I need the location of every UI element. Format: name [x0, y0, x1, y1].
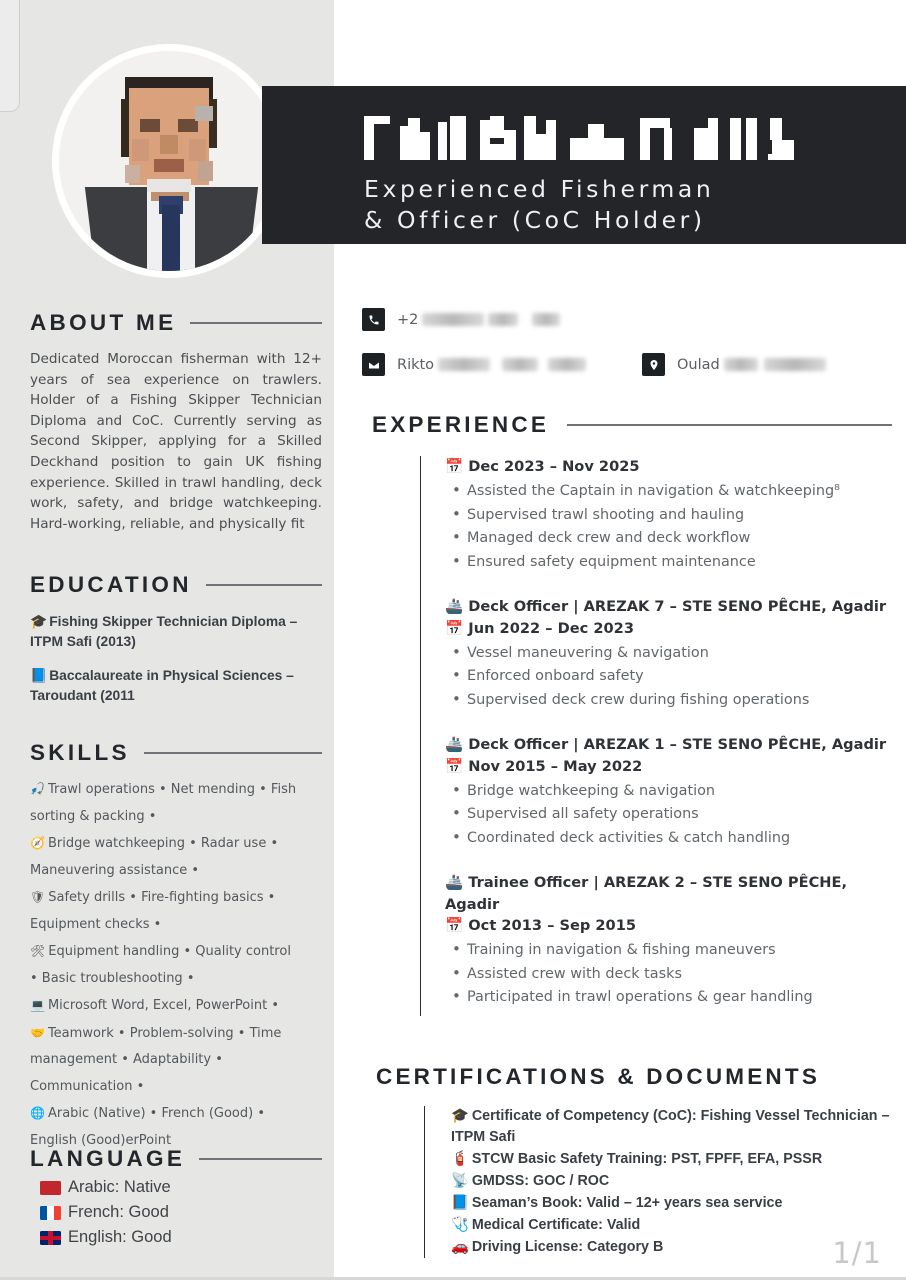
- contact-block: [362, 308, 902, 376]
- name-pixel-block: [768, 154, 788, 160]
- job-title: [364, 174, 906, 236]
- skill-line: [30, 830, 322, 858]
- education-item-label: Baccalaureate in Physical Sciences – Taroudant (2011: [30, 668, 294, 703]
- certification-item-label: GMDSS: GOC / ROC: [471, 1173, 610, 1189]
- education-heading: [30, 572, 322, 598]
- certifications-list: [424, 1106, 896, 1258]
- experience-bullet: • Ensured safety equipment maintenance: [445, 551, 892, 575]
- name-pixel-block: [420, 132, 430, 160]
- profile-photo-pixelated: [59, 51, 279, 271]
- experience-item-bullets: [445, 780, 892, 851]
- experience-section: [372, 412, 892, 1016]
- certification-item: [451, 1171, 896, 1192]
- experience-item-bullets: [445, 480, 892, 574]
- skill-line-label: Microsoft Word, Excel, PowerPoint •: [47, 998, 280, 1013]
- language-item-label: French: Good: [68, 1203, 169, 1221]
- compass-icon: 🧭: [30, 836, 45, 850]
- computer-icon: 💻: [30, 998, 45, 1012]
- car-icon: 🚗: [451, 1239, 469, 1255]
- skill-line: [30, 804, 322, 831]
- name-pixel-block: [694, 128, 708, 160]
- candidate-name-redacted: [364, 116, 822, 160]
- experience-bullet: • Coordinated deck activities & catch handling: [445, 827, 892, 851]
- email-icon: [362, 353, 385, 376]
- name-pixel-block: [708, 118, 718, 160]
- skill-line: [30, 1020, 322, 1048]
- experience-bullet: • Supervised trawl shooting and hauling: [445, 504, 892, 528]
- name-pixel-block: [570, 152, 624, 160]
- experience-item-bullets: [445, 642, 892, 713]
- heading-rule: [199, 1158, 322, 1160]
- name-pixel-block: [770, 118, 782, 140]
- ship-icon: 🚢: [445, 598, 469, 615]
- calendar-icon: 📅: [445, 757, 469, 775]
- skill-line: [30, 938, 322, 966]
- globe-icon: 🌐: [30, 1106, 45, 1120]
- language-heading-label: LANGUAGE: [30, 1146, 186, 1171]
- certification-item: [451, 1237, 896, 1258]
- education-section: [30, 572, 322, 706]
- satellite-icon: 📡: [451, 1173, 469, 1189]
- skill-line: [30, 858, 322, 885]
- skill-line-label: • Basic troubleshooting •: [30, 970, 195, 986]
- name-pixel-block: [400, 126, 408, 160]
- page-indicator: 1/1: [832, 1236, 882, 1270]
- graduation-cap-icon: 🎓: [451, 1108, 469, 1124]
- skill-line: [30, 912, 322, 939]
- about-me-section: [30, 310, 322, 534]
- experience-item-date: 📅 Nov 2015 – May 2022: [445, 757, 643, 775]
- redaction-bar: [548, 358, 586, 371]
- ship-icon: 🚢: [445, 736, 469, 753]
- name-pixel-block: [640, 118, 670, 128]
- phone-icon: [362, 308, 385, 331]
- experience-bullet: • Supervised deck crew during fishing operations: [445, 689, 892, 713]
- fishing-icon: 🎣: [30, 782, 45, 796]
- skill-line: [30, 776, 322, 804]
- skill-line-label: Trawl operations • Net mending • Fish: [47, 782, 297, 797]
- experience-bullet: • Vessel maneuvering & navigation: [445, 642, 892, 666]
- certification-item-label: Seaman’s Book: Valid – 12+ years sea service: [471, 1195, 783, 1211]
- fire-extinguisher-icon: 🧯: [451, 1151, 469, 1167]
- shield-icon: 🛡: [30, 890, 46, 904]
- heading-rule: [190, 322, 322, 324]
- experience-timeline: [420, 456, 892, 1016]
- redaction-bar: [764, 358, 826, 371]
- experience-item: [445, 456, 892, 574]
- book-icon: 📘: [30, 668, 48, 683]
- experience-bullet: • Assisted crew with deck tasks: [445, 963, 892, 987]
- about-me-heading-label: ABOUT ME: [30, 310, 177, 335]
- name-pixel-block: [408, 118, 420, 160]
- redaction-bar: [532, 313, 560, 326]
- experience-item-bullets: [445, 939, 892, 1010]
- experience-bullet: • Training in navigation & fishing maneuvers: [445, 939, 892, 963]
- name-pixel-block: [480, 120, 490, 160]
- uk-flag-icon: [40, 1231, 61, 1245]
- language-item: [30, 1178, 322, 1197]
- skill-line: [30, 966, 322, 993]
- name-pixel-block: [640, 128, 650, 160]
- avatar: [52, 44, 286, 278]
- name-pixel-block: [438, 122, 447, 160]
- redaction-bar: [438, 358, 490, 371]
- education-item: [30, 666, 322, 706]
- about-me-heading: [30, 310, 322, 336]
- experience-item-date: 📅 Oct 2013 – Sep 2015: [445, 917, 637, 934]
- experience-item-date: 📅 Jun 2022 – Dec 2023: [445, 619, 634, 637]
- experience-item-title: 🚢 Deck Officer | AREZAK 1 – STE SENO PÊCHE, Agadir: [445, 736, 887, 753]
- heading-rule: [206, 584, 322, 586]
- certification-item-label: Driving License: Category B: [471, 1239, 664, 1255]
- language-heading: [30, 1146, 322, 1172]
- phone-visible-prefix: +2: [397, 311, 419, 328]
- skill-line-label: Maneuvering assistance •: [30, 862, 200, 878]
- name-pixel-block: [450, 116, 466, 160]
- education-heading-label: EDUCATION: [30, 572, 192, 597]
- skill-line-label: management • Adaptability •: [30, 1052, 223, 1067]
- skill-line-label: Safety drills • Fire-fighting basics •: [48, 890, 276, 905]
- name-pixel-block: [730, 118, 741, 160]
- skills-section: [30, 740, 322, 1154]
- certification-item-label: Certificate of Competency (CoC): Fishing Vessel Technician – ITPM Safi: [451, 1108, 890, 1145]
- skill-line: [30, 1047, 322, 1074]
- name-pixel-block: [364, 124, 374, 160]
- name-pixel-block: [371, 116, 390, 123]
- skill-line-label: Equipment handling • Quality control: [48, 944, 291, 959]
- tools-icon: 🛠: [30, 944, 46, 958]
- certifications-heading-label: CERTIFICATIONS & DOCUMENTS: [376, 1064, 821, 1089]
- viewer-chrome-corner: [0, 0, 20, 112]
- certification-item: [451, 1193, 896, 1214]
- experience-bullet: • Participated in trawl operations & gear handling: [445, 986, 892, 1010]
- skill-line-label: Equipment checks •: [30, 916, 162, 932]
- certification-item: [451, 1215, 896, 1236]
- location-visible-prefix: Oulad: [677, 356, 720, 373]
- certification-item-label: Medical Certificate: Valid: [471, 1217, 641, 1233]
- skill-line-label: Teamwork • Problem-solving • Time: [47, 1025, 282, 1041]
- heading-rule: [567, 424, 892, 426]
- redaction-bar: [422, 313, 484, 326]
- contact-location[interactable]: [642, 353, 826, 376]
- language-item-label: Arabic: Native: [68, 1178, 171, 1196]
- book-icon: 📘: [451, 1195, 469, 1211]
- experience-item-title: 🚢 Deck Officer | AREZAK 7 – STE SENO PÊCHE, Agadir: [445, 598, 887, 615]
- email-value: [397, 357, 586, 373]
- skill-line-label: sorting & packing •: [30, 808, 157, 824]
- name-pixel-block: [524, 116, 536, 134]
- redaction-bar: [724, 358, 758, 371]
- skill-line-label: English (Good)erPoint: [30, 1132, 172, 1148]
- certification-item-label: STCW Basic Safety Training: PST, FPFF, EFA, PSSR: [471, 1151, 823, 1167]
- experience-item: [445, 872, 892, 1010]
- experience-item: [445, 596, 892, 712]
- skill-line-label: Bridge watchkeeping • Radar use •: [47, 836, 279, 851]
- language-item: [30, 1203, 322, 1222]
- name-pixel-block: [490, 144, 506, 160]
- experience-bullet: • Supervised all safety operations: [445, 803, 892, 827]
- experience-item: [445, 734, 892, 850]
- skill-line-label: Arabic (Native) • French (Good) •: [47, 1106, 265, 1121]
- name-pixel-block: [664, 128, 672, 160]
- calendar-icon: 📅: [445, 917, 469, 934]
- experience-item-date: 📅 Dec 2023 – Nov 2025: [445, 458, 640, 475]
- certifications-heading: [376, 1064, 896, 1090]
- certification-item: [451, 1149, 896, 1170]
- certification-item: [451, 1106, 896, 1148]
- language-section: [30, 1146, 322, 1247]
- contact-email[interactable]: [362, 353, 620, 376]
- name-pixel-block: [490, 116, 504, 138]
- calendar-icon: 📅: [445, 458, 469, 475]
- skills-list: [30, 776, 322, 1154]
- experience-heading-label: EXPERIENCE: [372, 412, 550, 437]
- experience-heading: [372, 412, 892, 438]
- experience-bullet: • Assisted the Captain in navigation & watchkeeping⁸: [445, 480, 892, 504]
- graduation-cap-icon: 🎓: [30, 614, 48, 629]
- skill-line-label: Communication •: [30, 1078, 145, 1094]
- job-title-line-1: Experienced Fisherman: [364, 175, 715, 203]
- name-pixel-block: [524, 134, 546, 160]
- stethoscope-icon: 🩺: [451, 1217, 469, 1233]
- skill-line: [30, 1074, 322, 1101]
- skill-line: [30, 1100, 322, 1128]
- experience-bullet: • Bridge watchkeeping & navigation: [445, 780, 892, 804]
- location-value: [677, 357, 826, 373]
- heading-rule: [144, 752, 322, 754]
- certifications-section: [376, 1064, 896, 1259]
- language-item-label: English: Good: [68, 1228, 172, 1246]
- contact-phone[interactable]: [362, 308, 902, 331]
- skills-heading-label: SKILLS: [30, 740, 130, 765]
- morocco-flag-icon: [40, 1181, 61, 1195]
- skill-line: [30, 992, 322, 1020]
- language-item: [30, 1228, 322, 1247]
- main-content: [334, 244, 906, 1280]
- skills-heading: [30, 740, 322, 766]
- job-title-line-2: & Officer (CoC Holder): [364, 206, 706, 234]
- france-flag-icon: [40, 1206, 61, 1220]
- experience-bullet: • Enforced onboard safety: [445, 665, 892, 689]
- education-item: [30, 612, 322, 652]
- redaction-bar: [488, 313, 518, 326]
- header-banner: [262, 86, 906, 244]
- name-pixel-block: [746, 118, 757, 160]
- redaction-bar: [502, 358, 538, 371]
- handshake-icon: 🤝: [30, 1025, 45, 1040]
- ship-icon: 🚢: [445, 874, 469, 891]
- skill-line: [30, 884, 322, 912]
- location-pin-icon: [642, 353, 665, 376]
- email-visible-prefix: Rikto: [397, 356, 435, 373]
- name-pixel-block: [546, 120, 556, 160]
- experience-bullet: • Managed deck crew and deck workflow: [445, 527, 892, 551]
- education-item-label: Fishing Skipper Technician Diploma – ITPM Safi (2013): [30, 614, 298, 649]
- about-me-text: Dedicated Moroccan fisherman with 12+ years of sea experience on trawlers. Holder of a Fishing Skipper Technician Diploma and CoC. Currently serving as Second Skipper, applying for a Skilled Deckhand position to gain UK fishing experience. Skilled in trawl handling, deck work, safety, and bridge watchkeeping. Hard-working, reliable, and physically fit: [30, 351, 322, 532]
- phone-value: [397, 312, 560, 328]
- language-list: [30, 1178, 322, 1247]
- calendar-icon: 📅: [445, 619, 469, 637]
- experience-item-title: 🚢 Trainee Officer | AREZAK 2 – STE SENO PÊCHE, Agadir: [445, 874, 848, 913]
